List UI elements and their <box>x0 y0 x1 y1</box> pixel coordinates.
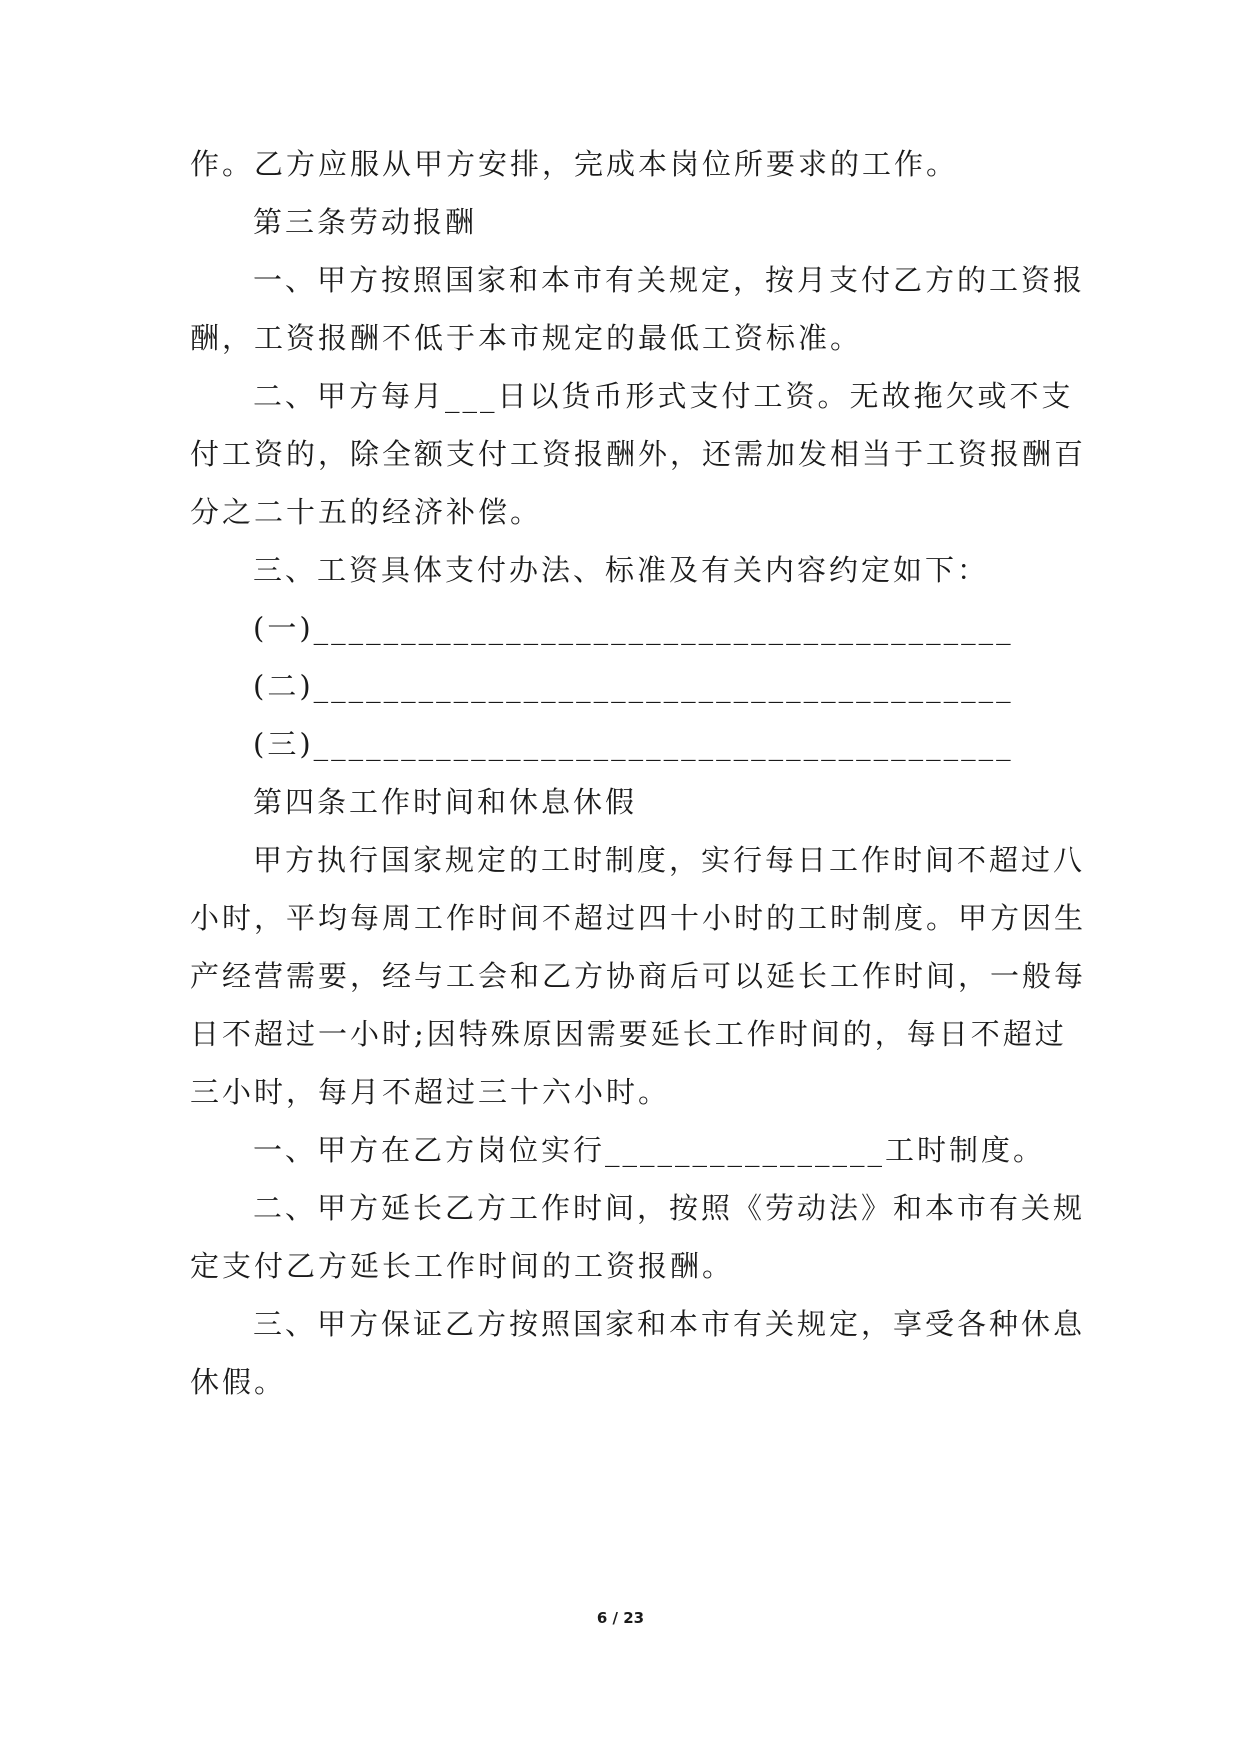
body-line-13: 甲方执行国家规定的工时制度，实行每日工作时间不超过八 <box>253 843 1086 877</box>
article-3-heading: 第三条劳动报酬 <box>253 205 478 239</box>
body-line-18: 一、甲方在乙方岗位实行________________工时制度。 <box>253 1133 1046 1167</box>
article-4-heading: 第四条工作时间和休息休假 <box>253 785 638 819</box>
page-number: 6 / 23 <box>596 1609 645 1627</box>
body-line-6: 付工资的，除全额支付工资报酬外，还需加发相当于工资报酬百 <box>190 437 1087 471</box>
body-line-8: 三、工资具体支付办法、标准及有关内容约定如下： <box>253 553 990 587</box>
blank-item-3: (三)________________________________________ <box>253 727 1014 761</box>
body-line-15: 产经营需要，经与工会和乙方协商后可以延长工作时间，一般每 <box>190 959 1087 993</box>
body-line-19: 二、甲方延长乙方工作时间，按照《劳动法》和本市有关规 <box>253 1191 1086 1225</box>
body-line-14: 小时，平均每周工作时间不超过四十小时的工时制度。甲方因生 <box>190 901 1087 935</box>
blank-item-1: (一)________________________________________ <box>253 611 1014 645</box>
body-line-17: 三小时，每月不超过三十六小时。 <box>190 1075 671 1109</box>
body-line-5: 二、甲方每月___日以货币形式支付工资。无故拖欠或不支 <box>253 379 1074 413</box>
body-line-4: 酬，工资报酬不低于本市规定的最低工资标准。 <box>190 321 863 355</box>
body-line-16: 日不超过一小时;因特殊原因需要延长工作时间的，每日不超过 <box>190 1017 1067 1051</box>
body-line-3: 一、甲方按照国家和本市有关规定，按月支付乙方的工资报 <box>253 263 1086 297</box>
body-line-21: 三、甲方保证乙方按照国家和本市有关规定，享受各种休息 <box>253 1307 1086 1341</box>
body-line-22: 休假。 <box>190 1365 287 1399</box>
body-line-1: 作。乙方应服从甲方安排，完成本岗位所要求的工作。 <box>190 147 959 181</box>
body-line-7: 分之二十五的经济补偿。 <box>190 495 543 529</box>
body-line-20: 定支付乙方延长工作时间的工资报酬。 <box>190 1249 735 1283</box>
blank-item-2: (二)________________________________________ <box>253 669 1014 703</box>
